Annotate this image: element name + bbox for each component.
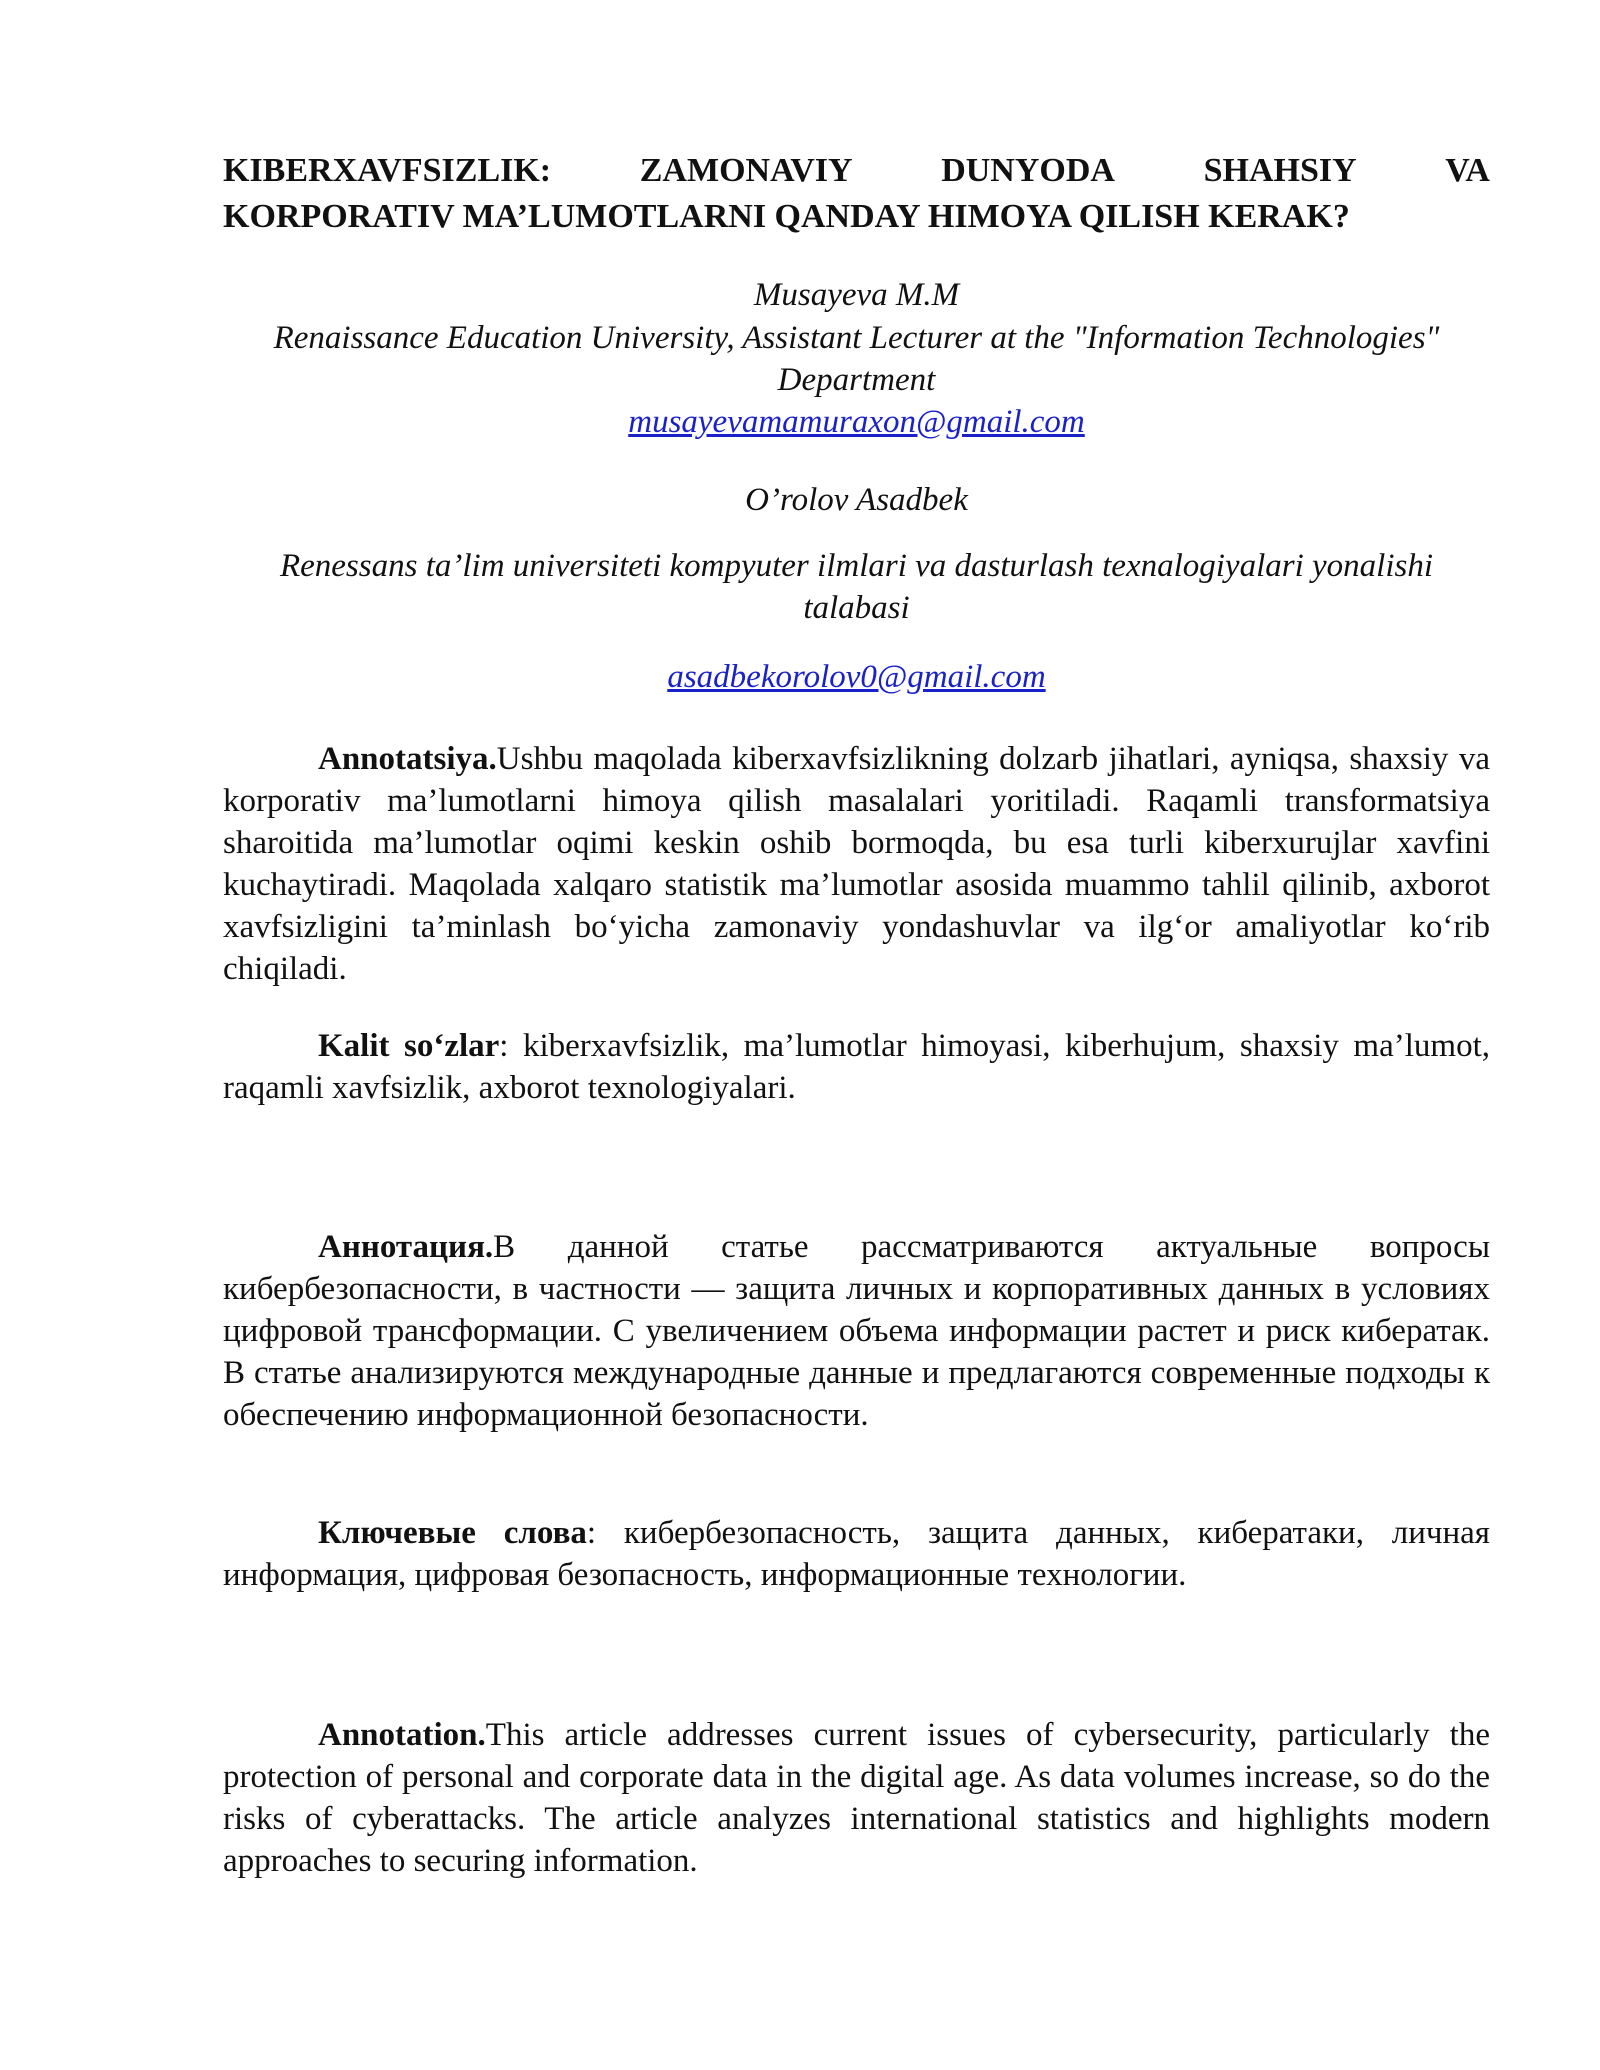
- keywords-uz: [223, 1025, 1490, 1109]
- abstract-ru-label: Аннотация.: [318, 1229, 494, 1265]
- abstract-uz: [223, 738, 1490, 990]
- abstract-uz-text: Ushbu maqolada kiberxavfsizlikning dolzarb jihatlari, ayniqsa, shaxsiy va korporativ ma’lumotlarni himoya qilish masalalari yoritiladi. Raqamli transformatsiya sharoitida ma’lumotlar oqimi keskin oshib bormoqda, bu esa turli kiberxurujlar xavfini kuchaytiradi. Maqolada xalqaro statistik ma’lumotlar asosida muammo tahlil qilinib, axborot xavfsizligini ta’minlash bo‘yicha zamonaviy yondashuvlar va ilg‘or amaliyotlar ko‘rib chiqiladi.: [223, 741, 1490, 987]
- abstract-ru: [223, 1226, 1490, 1436]
- abstract-ru-text: В данной статье рассматриваются актуальные вопросы кибербезопасности, в частности — защита личных и корпоративных данных в условиях цифровой трансформации. С увеличением объема информации растет и риск кибератак. В статье анализируются международные данные и предлагаются современные подходы к обеспечению информационной безопасности.: [223, 1229, 1490, 1433]
- title-word: DUNYODA: [941, 152, 1115, 189]
- author-2-email-link[interactable]: asadbekorolov0@gmail.com: [667, 659, 1046, 695]
- abstract-en-label: Annotation.: [318, 1717, 486, 1753]
- author-1-email-line: [223, 401, 1490, 443]
- keywords-uz-label: Kalit so‘zlar: [318, 1028, 500, 1064]
- keywords-ru-text: : кибербезопасность, защита данных, кибератаки, личная информация, цифровая безопасность, информационные технологии.: [223, 1515, 1490, 1593]
- title-line-1: [223, 148, 1490, 194]
- title-word: KIBERXAVFSIZLIK:: [223, 152, 552, 189]
- paper-title: [223, 148, 1490, 240]
- author-1-email-link[interactable]: musayevamamuraxon@gmail.com: [628, 404, 1085, 440]
- paper-page: [223, 0, 1490, 2070]
- title-word: ZAMONAVIY: [639, 152, 853, 189]
- abstract-en-text: This article addresses current issues of cybersecurity, particularly the protection of personal and corporate data in the digital age. As data volumes increase, so do the risks of cyberattacks. The article analyzes international statistics and highlights modern approaches to securing information.: [223, 1717, 1490, 1879]
- title-line-2: KORPORATIV MA’LUMOTLARNI QANDAY HIMOYA QILISH KERAK?: [223, 198, 1350, 235]
- author-1-affiliation: Renaissance Education University, Assistant Lecturer at the "Information Technologies" Department: [273, 320, 1440, 398]
- title-word: VA: [1445, 152, 1490, 189]
- abstract-en: [223, 1714, 1490, 1882]
- author-2-email-line: [223, 656, 1490, 698]
- keywords-ru-label: Ключевые слова: [318, 1515, 587, 1551]
- author-1-name: Musayeva M.M: [753, 277, 960, 313]
- author-2-affiliation: Renessans ta’lim universiteti kompyuter ilmlari va dasturlash texnalogiyalari yonalishi talabasi: [279, 548, 1434, 626]
- keywords-uz-text: : kiberxavfsizlik, ma’lumotlar himoyasi, kiberhujum, shaxsiy ma’lumot, raqamli xavfsizlik, axborot texnologiyalari.: [223, 1028, 1490, 1106]
- author-2-name: O’rolov Asadbek: [745, 482, 968, 518]
- keywords-ru: [223, 1512, 1490, 1596]
- abstract-uz-label: Annotatsiya.: [318, 741, 497, 777]
- title-word: SHAHSIY: [1203, 152, 1357, 189]
